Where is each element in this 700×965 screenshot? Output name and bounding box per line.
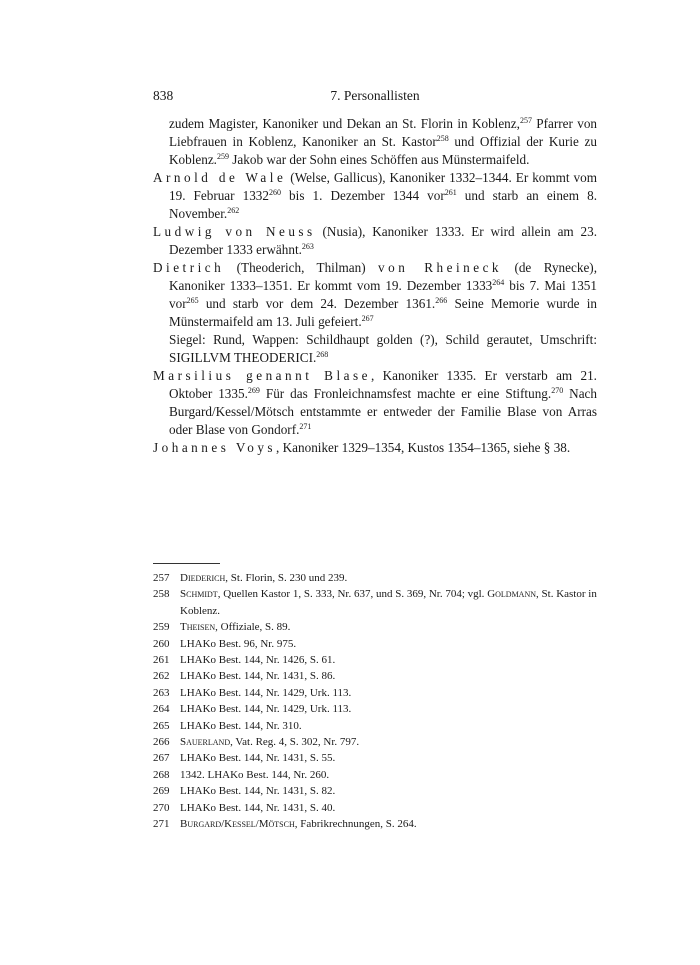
footnote-ref: 264 [492, 278, 505, 287]
footnote-number: 263 [153, 686, 170, 699]
footnote: 262 LHAKo Best. 144, Nr. 1431, S. 86. [153, 668, 597, 684]
footnote-ref: 259 [216, 152, 229, 161]
footnote-number: 270 [153, 801, 170, 814]
footnote-ref: 260 [269, 188, 281, 197]
footnote: 257 Diederich, St. Florin, S. 230 und 239. [153, 570, 597, 586]
main-text [153, 115, 597, 457]
person-name: Marsilius genannt Blase [153, 368, 371, 383]
footnote: 265 LHAKo Best. 144, Nr. 310. [153, 718, 597, 734]
seal-description: Siegel: Rund, Wappen: Schildhaupt golden (?), Schild gerautet, Umschrift: SIGILLVM THEODERICI.$^{268}$ [169, 332, 597, 365]
footnote-rule [153, 563, 220, 564]
footnote-number: 267 [153, 752, 170, 765]
footnote-number: 266 [153, 736, 170, 749]
footnote-ref: 266 [435, 296, 448, 305]
person-name: Arnold de Wale [153, 170, 287, 185]
author-name: Theisen [180, 621, 216, 634]
person-name: Johannes Voys [153, 440, 277, 455]
footnote: 263 LHAKo Best. 144, Nr. 1429, Urk. 113. [153, 685, 597, 701]
entry-continuation: zudem Magister, Kanoniker und Dekan an St. Florin in Koblenz,$^{257}$ Pfarrer von Liebfrauen in Koblenz, Kanoniker an St. Kastor$^{258}$ und Offizial der Kurie zu Koblenz.$^{259}$ Jakob war der Sohn eines Schöffen aus Münstermaifeld. [169, 116, 598, 167]
footnote-number: 269 [153, 785, 170, 798]
footnote-number: 259 [153, 621, 170, 634]
footnote: 261 LHAKo Best. 144, Nr. 1426, S. 61. [153, 652, 597, 668]
footnote: 271 Burgard/Kessel/Mötsch, Fabrikrechnungen, S. 264. [153, 816, 597, 832]
author-name: Diederich [180, 572, 226, 584]
footnote-number: 257 [153, 572, 170, 584]
footnote-ref: 267 [361, 314, 374, 323]
entry-dietrich: Dietrich (Theoderich, Thilman) von Rheineck (de Rynecke), Kanoniker 1333–1351. Er kommt vom 19. Dezember 1333$^{264}$ bis 7. Mai 1351 vor$^{265}$ und starb vor dem 24. Dezember 1361.$^{266}$ Seine Memorie wurde in Münstermaifeld am 13. Juli gefeiert.$^{267}$ [153, 260, 597, 329]
footnote-ref: 270 [551, 386, 564, 395]
footnote-number: 265 [153, 719, 170, 732]
footnote: 269 LHAKo Best. 144, Nr. 1431, S. 82. [153, 783, 597, 799]
footnote-number: 271 [153, 818, 170, 831]
footnote-number: 260 [153, 637, 170, 650]
author-name: Schmidt [180, 588, 218, 601]
author-name: Sauerland [180, 736, 231, 749]
footnote: 270 LHAKo Best. 144, Nr. 1431, S. 40. [153, 800, 597, 816]
footnote-ref: 271 [299, 422, 312, 431]
footnote-number: 258 [153, 588, 170, 601]
footnote-ref: 262 [227, 206, 240, 215]
running-header [153, 88, 597, 108]
footnote: 259 Theisen, Offiziale, S. 89. [153, 619, 597, 635]
footnote-number: 268 [153, 768, 170, 781]
footnote-ref: 258 [436, 134, 449, 143]
footnote: 266 Sauerland, Vat. Reg. 4, S. 302, Nr. 797. [153, 734, 597, 750]
person-name: Ludwig von Neuss [153, 224, 316, 239]
page-number: 838 [153, 88, 174, 103]
entry-marsilius: Marsilius genannt Blase, Kanoniker 1335. Er verstarb am 21. Oktober 1335.$^{269}$ Für das Fronleichnamsfest machte er eine Stiftung.$^{270}$ Nach Burgard/Kessel/Mötsch entstammte er entweder der Familie Blase von Arras oder Blase von Gondorf.$^{271}$ [153, 368, 597, 437]
footnote-number: 264 [153, 703, 170, 716]
footnote: 260 LHAKo Best. 96, Nr. 975. [153, 636, 597, 652]
footnote-number: 262 [153, 670, 170, 683]
footnote-ref: 265 [186, 296, 199, 305]
footnote-ref: 257 [519, 116, 532, 125]
footnote-ref: 269 [247, 386, 260, 395]
footnote-ref: 268 [316, 350, 329, 359]
footnote: 268 1342. LHAKo Best. 144, Nr. 260. [153, 767, 597, 783]
footnote: 264 LHAKo Best. 144, Nr. 1429, Urk. 113. [153, 701, 597, 717]
footnote: 258 Schmidt, Quellen Kastor 1, S. 333, Nr. 637, und S. 369, Nr. 704; vgl. Goldmann, St. Kastor in Koblenz. [153, 586, 597, 619]
person-name: Dietrich [153, 260, 225, 275]
person-name: von Rheineck [378, 260, 503, 275]
author-name: Goldmann [487, 588, 537, 601]
entry-johannes: Johannes Voys, Kanoniker 1329–1354, Kustos 1354–1365, siehe § 38. [153, 440, 571, 455]
footnote-ref: 261 [444, 188, 457, 197]
footnote: 267 LHAKo Best. 144, Nr. 1431, S. 55. [153, 750, 597, 766]
running-title: 7. Personallisten [330, 88, 420, 103]
entry-ludwig: Ludwig von Neuss (Nusia), Kanoniker 1333. Er wird allein am 23. Dezember 1333 erwähnt.$^{263}$ [153, 224, 598, 257]
footnote-ref: 263 [301, 242, 314, 251]
author-name: Burgard/Kessel/Mötsch [180, 818, 295, 831]
entry-arnold: Arnold de Wale (Welse, Gallicus), Kanoniker 1332–1344. Er kommt vom 19. Februar 1332$^{260}$ bis 1. Dezember 1344 vor$^{261}$ und starb an einem 8. November.$^{262}$ [153, 170, 597, 221]
footnote-number: 261 [153, 654, 170, 667]
footnotes [153, 570, 597, 833]
